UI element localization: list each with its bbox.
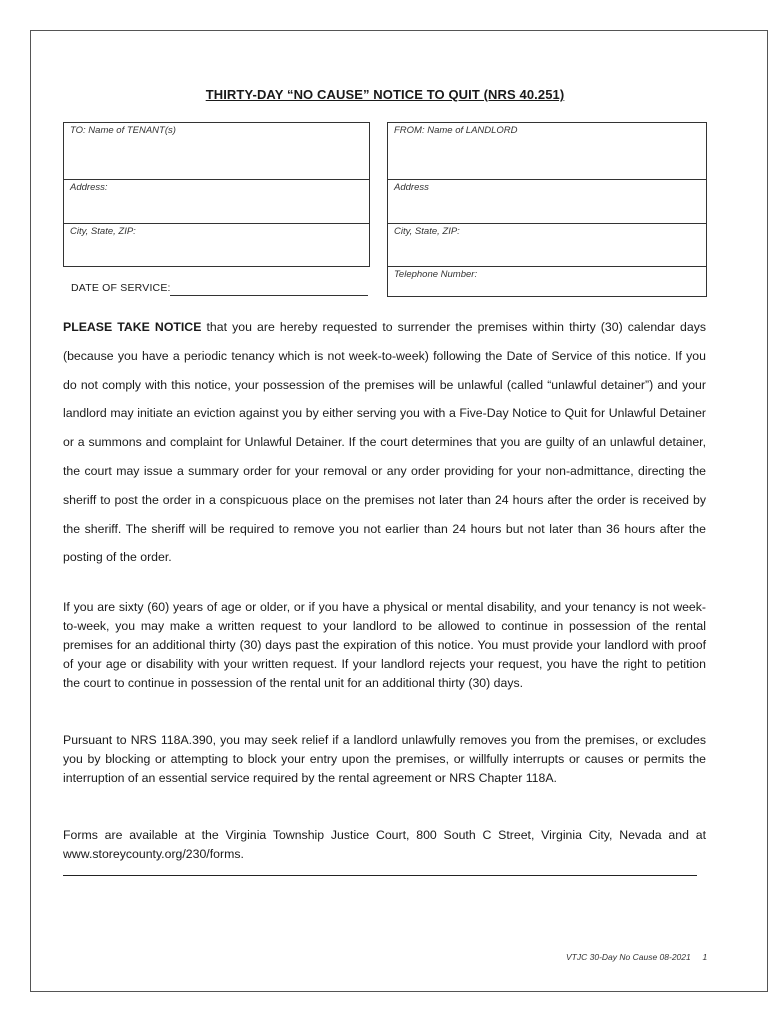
forms-paragraph: Forms are available at the Virginia Township Justice Court, 800 South C Street, Virginia City, Nevada and at www.storeycounty.org/230/forms. — [63, 828, 706, 861]
landlord-info-box — [387, 122, 707, 297]
tenant-name-field[interactable] — [64, 123, 369, 180]
landlord-phone-field[interactable] — [388, 267, 706, 296]
notice-lead: PLEASE TAKE NOTICE — [63, 320, 202, 334]
date-of-service-field[interactable] — [170, 295, 368, 296]
document-title: THIRTY-DAY “NO CAUSE” NOTICE TO QUIT (NRS 40.251) — [205, 87, 565, 102]
landlord-address-label: Address — [394, 182, 429, 193]
relief-paragraph: Pursuant to NRS 118A.390, you may seek relief if a landlord unlawfully removes you from the premises, or excludes you by blocking or attempting to block your entry upon the premises, or willfully interrupts or causes or permits the interruption of an essential service required by the rental agreement or NRS Chapter 118A. — [63, 733, 706, 785]
landlord-name-label: FROM: Name of LANDLORD — [394, 125, 518, 136]
date-of-service-label: DATE OF SERVICE: — [71, 282, 171, 294]
landlord-city-label: City, State, ZIP: — [394, 226, 460, 237]
tenant-address-label: Address: — [70, 182, 108, 193]
notice-paragraph — [63, 313, 706, 572]
notice-body: that you are hereby requested to surrender the premises within thirty (30) calendar days (because you have a periodic tenancy which is not week-to-week) following the Date of Service of this notice. If you do not comply with this notice, your possession of the premises will be unlawful (called “unlawful detainer”) and your landlord may initiate an eviction against you by either serving you with a Five-Day Notice to Quit for Unlawful Detainer or a summons and complaint for Unlawful Detainer. If the court determines that you are guilty of an unlawful detainer, the court may issue a summary order for your removal or any order providing for your non-admittance, directing the sheriff to post the order in a conspicuous place on the premises not later than 24 hours after the order is received by the sheriff. The sheriff will be required to remove you not earlier than 24 hours but not later than 36 hours after the posting of the order. — [63, 320, 706, 565]
tenant-info-box — [63, 122, 370, 267]
divider — [63, 875, 697, 876]
landlord-phone-label: Telephone Number: — [394, 269, 478, 280]
age-disability-paragraph: If you are sixty (60) years of age or older, or if you have a physical or mental disability, and your tenancy is not week-to-week, you may make a written request to your landlord to be allowed to continue in possession of the rental premises for an additional thirty (30) days past the expiration of this notice. You must provide your landlord with proof of your age or disability with your written request. If your landlord rejects your request, you have the right to petition the court to continue in possession of the rental unit for an additional thirty (30) days. — [63, 600, 706, 690]
tenant-city-field[interactable] — [64, 224, 369, 266]
footer-text: VTJC 30-Day No Cause 08-2021 1 — [566, 952, 708, 962]
landlord-name-field[interactable] — [388, 123, 706, 180]
landlord-city-field[interactable] — [388, 224, 706, 267]
tenant-address-field[interactable] — [64, 180, 369, 224]
tenant-city-label: City, State, ZIP: — [70, 226, 136, 237]
landlord-address-field[interactable] — [388, 180, 706, 224]
tenant-name-label: TO: Name of TENANT(s) — [70, 125, 176, 136]
